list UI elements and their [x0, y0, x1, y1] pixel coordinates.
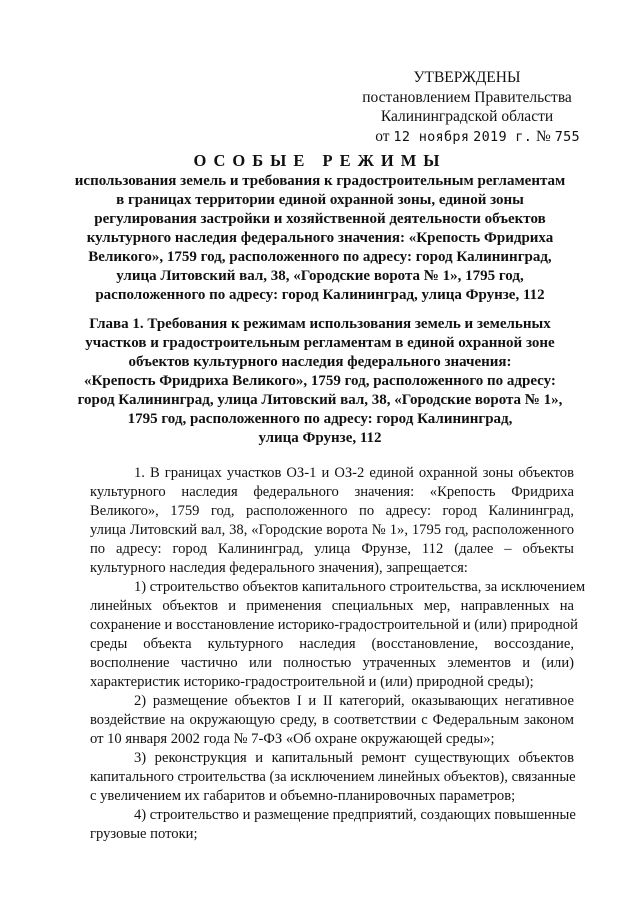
subtitle-line: использования земель и требования к градостроительным регламентам	[74, 173, 566, 189]
approval-number-sign: №	[536, 127, 551, 145]
chapter-line: «Крепость Фридриха Великого», 1759 год, расположенного по адресу:	[84, 373, 556, 389]
text-line: воздействие на окружающую среду, в соответствии с Федеральным законом	[90, 712, 574, 728]
approval-date-prefix: от	[375, 127, 390, 145]
list-item-2	[90, 692, 574, 749]
subtitle-line: в границах территории единой охранной зоны, единой зоны	[116, 192, 524, 208]
approval-number: 755	[554, 128, 580, 145]
chapter-line: Глава 1. Требования к режимам использования земель и земельных	[89, 316, 551, 332]
text-line: линейных объектов и применения специальных мер, направленных на	[90, 598, 574, 614]
text-line: Великого», 1759 год, расположенного по адресу: город Калининград,	[90, 503, 574, 519]
subtitle-line: расположенного по адресу: город Калининград, улица Фрунзе, 112	[95, 287, 545, 303]
text-line: 2) размещение объектов I и II категорий, оказывающих негативное	[134, 693, 574, 709]
chapter-line: объектов культурного наследия федерального значения:	[128, 354, 512, 370]
chapter-heading	[60, 315, 580, 448]
text-line: сохранение и восстановление историко-градостроительной и (или) природной	[90, 617, 578, 633]
text-line: от 10 января 2002 года № 7-ФЗ «Об охране окружающей среды»;	[90, 731, 495, 747]
approval-date-year: 2019 г.	[473, 128, 533, 145]
subtitle-line: культурного наследия федерального значения: «Крепость Фридриха	[86, 230, 554, 246]
text-line: восполнение частично или полностью утраченных элементов и (или)	[90, 655, 574, 671]
text-line: грузовые потоки;	[90, 826, 198, 842]
text-line: по адресу: город Калининград, улица Фрунзе, 112 (далее – объекты	[90, 541, 574, 557]
document-title: ОСОБЫЕ РЕЖИМЫ	[193, 151, 447, 170]
document-body	[90, 464, 586, 844]
approval-date-line	[352, 127, 582, 148]
text-line: характеристик историко-градостроительной и (или) природной среды);	[90, 674, 534, 690]
approval-heading: УТВЕРЖДЕНЫ	[413, 69, 521, 86]
text-line: 3) реконструкция и капитальный ремонт существующих объектов	[134, 750, 574, 766]
approval-block	[352, 68, 582, 147]
subtitle-line: регулирования застройки и хозяйственной деятельности объектов	[94, 211, 546, 227]
chapter-line: участков и градостроительным регламентам в единой охранной зоне	[85, 335, 555, 351]
chapter-line: улица Фрунзе, 112	[258, 430, 382, 446]
text-line: улица Литовский вал, 38, «Городские ворота № 1», 1795 год, расположенного	[90, 522, 574, 538]
paragraph-1	[90, 464, 574, 578]
document-subtitle	[60, 172, 580, 305]
list-item-3	[90, 749, 574, 806]
text-line: культурного наследия федерального значения: «Крепость Фридриха	[90, 484, 574, 500]
subtitle-line: улица Литовский вал, 38, «Городские ворота № 1», 1795 год,	[116, 268, 524, 284]
approval-decree: постановлением Правительства	[362, 88, 572, 106]
text-line: с увеличением их габаритов и объемно-планировочных параметров;	[90, 788, 516, 804]
text-line: среды объекта культурного наследия (восстановление, воссоздание,	[90, 636, 574, 652]
approval-date-day-month: 12 ноября	[393, 128, 470, 145]
text-line: 1) строительство объектов капитального строительства, за исключением	[134, 579, 586, 595]
approval-authority: Калининградской области	[380, 108, 554, 125]
text-line: 4) строительство и размещение предприятий, создающих повышенные	[134, 807, 576, 823]
chapter-line: 1795 год, расположенного по адресу: город Калининград,	[127, 411, 513, 427]
text-line: культурного наследия федерального значения), запрещается:	[90, 560, 468, 576]
text-line: капитального строительства (за исключением линейных объектов), связанные	[90, 769, 576, 785]
subtitle-line: Великого», 1759 год, расположенного по адресу: город Калининград,	[88, 249, 552, 265]
list-item-4	[90, 806, 574, 844]
chapter-line: город Калининград, улица Литовский вал, 38, «Городские ворота № 1»,	[77, 392, 563, 408]
list-item-1	[90, 578, 586, 692]
text-line: 1. В границах участков ОЗ-1 и ОЗ-2 единой охранной зоны объектов	[134, 465, 574, 481]
